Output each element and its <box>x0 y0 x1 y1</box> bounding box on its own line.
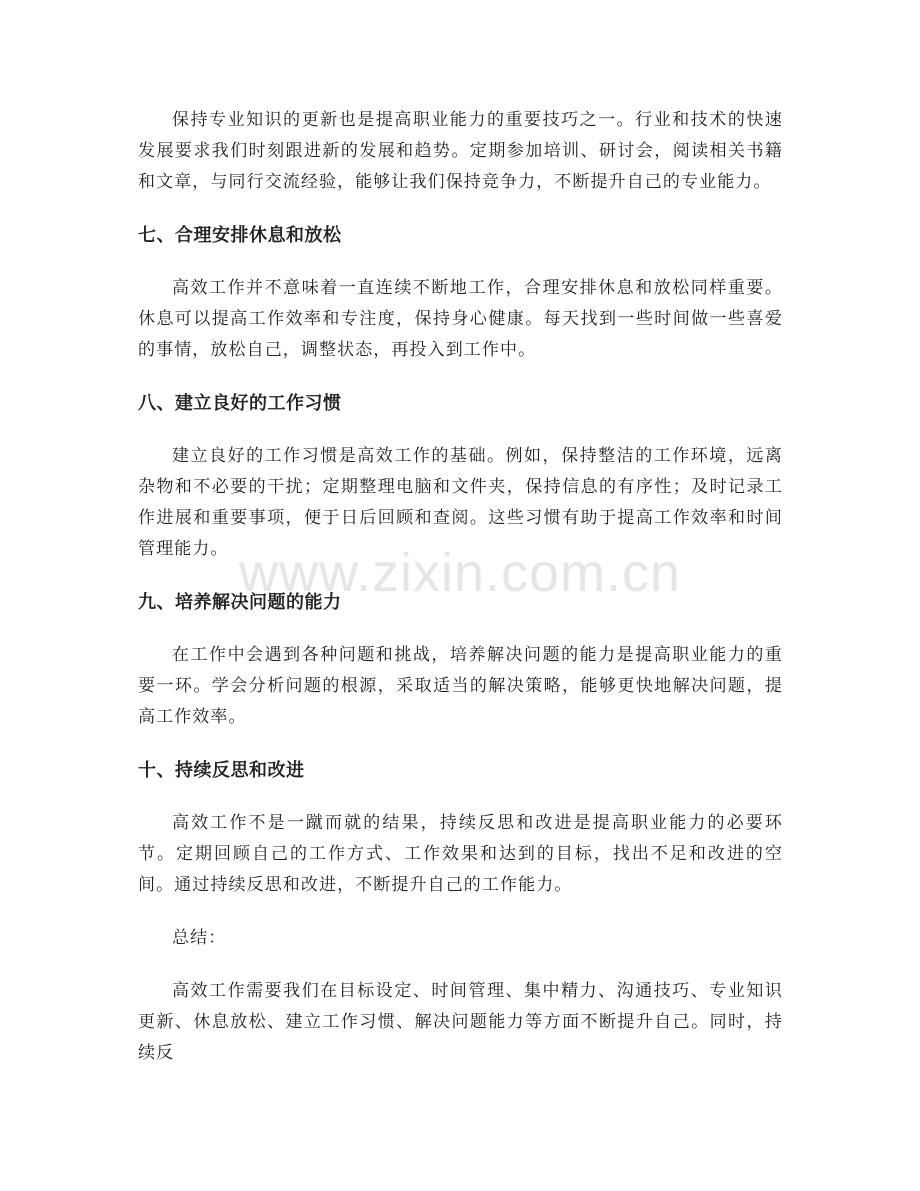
section-body-8: 建立良好的工作习惯是高效工作的基础。例如，保持整洁的工作环境，远离杂物和不必要的干扰；定期整理电脑和文件夹，保持信息的有序性；及时记录工作进展和重要事项，便于日后回顾和查阅。这些习惯有助于提高工作效率和时间管理能力。 <box>138 446 783 559</box>
watermark: www.zixin.com.cn <box>238 543 682 603</box>
intro-paragraph: 保持专业知识的更新也是提高职业能力的重要技巧之一。行业和技术的快速发展要求我们时刻跟进新的发展和趋势。定期参加培训、研讨会，阅读相关书籍和文章，与同行交流经验，能够让我们保持竞争力，不断提升自己的专业能力。 <box>138 110 783 192</box>
summary-body: 高效工作需要我们在目标设定、时间管理、集中精力、沟通技巧、专业知识更新、休息放松、建立工作习惯、解决问题能力等方面不断提升自己。同时，持续反 <box>138 981 783 1063</box>
section-body-9: 在工作中会遇到各种问题和挑战，培养解决问题的能力是提高职业能力的重要一环。学会分析问题的根源，采取适当的解决策略，能够更快地解决问题，提高工作效率。 <box>138 645 783 727</box>
section-heading-10: 十、持续反思和改进 <box>138 760 305 781</box>
document-page <box>138 105 783 1069</box>
section-heading-7: 七、合理安排休息和放松 <box>138 225 342 246</box>
summary-label: 总结： <box>172 928 227 948</box>
section-heading-9: 九、培养解决问题的能力 <box>138 592 342 613</box>
section-body-10: 高效工作不是一蹴而就的结果，持续反思和改进是提高职业能力的必要环节。定期回顾自己的工作方式、工作效果和达到的目标，找出不足和改进的空间。通过持续反思和改进，不断提升自己的工作能力。 <box>138 813 783 895</box>
section-heading-8: 八、建立良好的工作习惯 <box>138 393 342 414</box>
section-body-7: 高效工作并不意味着一直连续不断地工作，合理安排休息和放松同样重要。休息可以提高工作效率和专注度，保持身心健康。每天找到一些时间做一些喜爱的事情，放松自己，调整状态，再投入到工作中。 <box>138 278 783 360</box>
